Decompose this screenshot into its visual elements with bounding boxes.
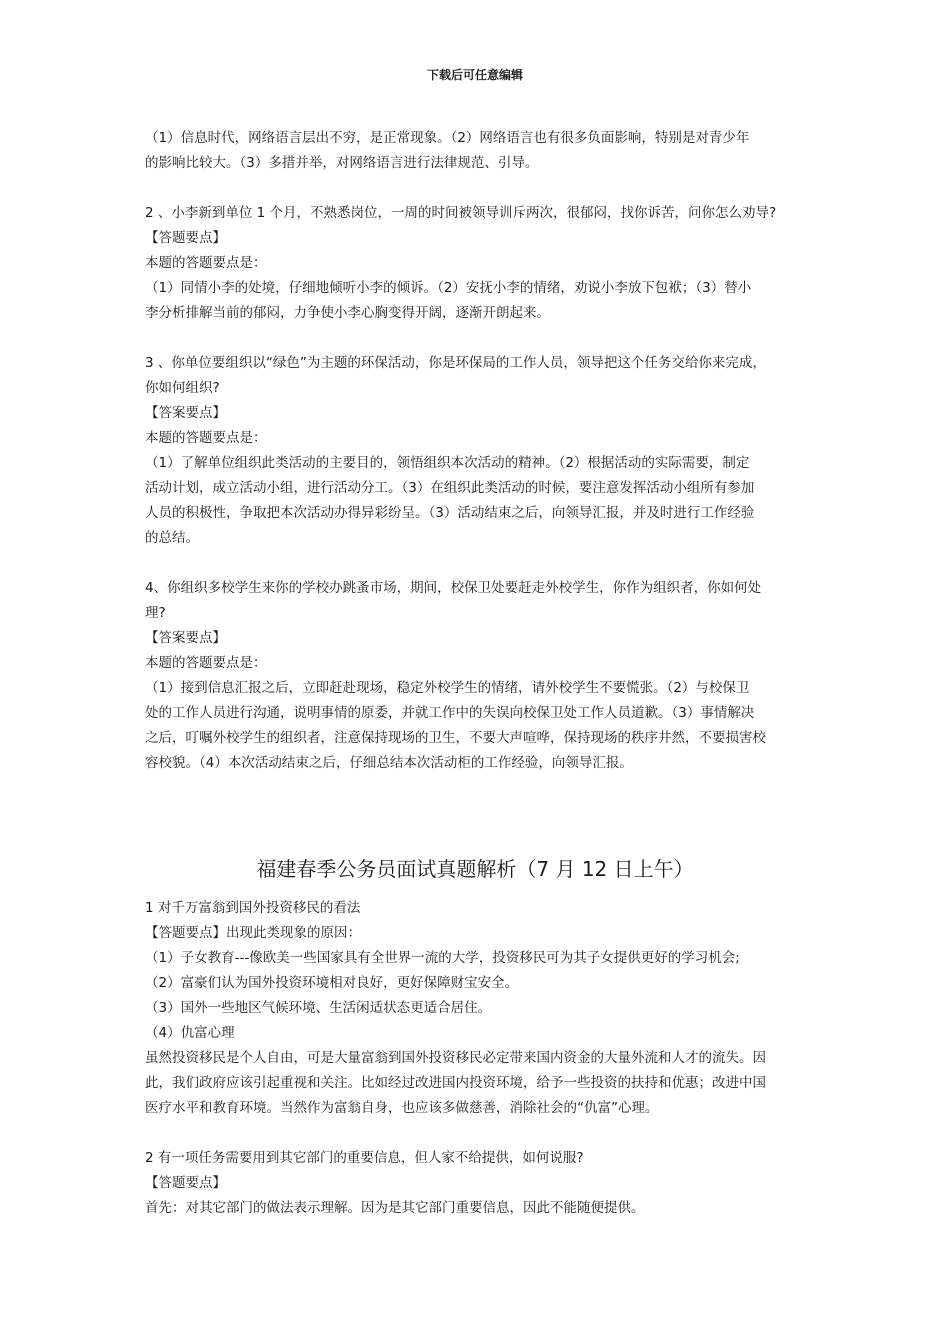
- q1-answer-line: 的影响比较大。（3）多措并举，对网络语言进行法律规范、引导。: [145, 155, 539, 171]
- q3-answer-line: 的总结。: [145, 530, 199, 546]
- s2-q2-first: 首先：对其它部门的做法表示理解。因为是其它部门重要信息，因此不能随便提供。: [145, 1200, 645, 1216]
- q1-answer-line: （1）信息时代，网络语言层出不穷，是正常现象。（2）网络语言也有很多负面影响，特别是对青少年: [145, 130, 750, 146]
- s2-q2-question: 2 有一项任务需要用到其它部门的重要信息，但人家不给提供，如何说服?: [145, 1150, 584, 1166]
- page-header: 下载后可任意编辑: [426, 68, 523, 82]
- s2-q1-point: （1）子女教育---像欧美一些国家具有全世界一流的大学，投资移民可为其子女提供更好的学习机会;: [145, 950, 740, 966]
- q2-question: 2 、小李新到单位 1 个月，不熟悉岗位，一周的时间被领导训斥两次，很郁闷，找你诉苦，问你怎么劝导?: [145, 205, 777, 221]
- s2-q2-tag: 【答题要点】: [145, 1175, 226, 1191]
- s2-q1-conclusion-line: 此，我们政府应该引起重视和关注。比如经过改进国内投资环境，给予一些投资的扶持和优惠；改进中国: [145, 1075, 766, 1091]
- q3-tag: 【答案要点】: [145, 405, 226, 421]
- s2-q1-conclusion-line: 虽然投资移民是个人自由，可是大量富翁到国外投资移民必定带来国内资金的大量外流和人才的流失。因: [145, 1050, 766, 1066]
- q3-question: 3 、你单位要组织以“绿色”为主题的环保活动，你是环保局的工作人员，领导把这个任务交给你来完成，: [145, 355, 766, 371]
- q3-intro: 本题的答题要点是：: [145, 430, 267, 446]
- q2-answer-line: （1）同情小李的处境，仔细地倾听小李的倾诉。（2）安抚小李的情绪，劝说小李放下包袱；（3）替小: [145, 280, 752, 296]
- q4-answer-line: 容校貌。（4）本次活动结束之后，仔细总结本次活动柜的工作经验，向领导汇报。: [145, 755, 633, 771]
- s2-q1-question: 1 对千万富翁到国外投资移民的看法: [145, 900, 361, 916]
- q4-answer-line: 之后，叮嘱外校学生的组织者，注意保持现场的卫生，不要大声喧哗，保持现场的秩序井然，不要损害校: [145, 730, 766, 746]
- section-2-title: 福建春季公务员面试真题解析（7 月 12 日上午）: [256, 857, 694, 881]
- q2-answer-line: 李分析排解当前的郁闷，力争使小李心胸变得开阔，逐渐开朗起来。: [145, 305, 550, 321]
- q4-answer-line: 处的工作人员进行沟通，说明事情的原委，并就工作中的失误向校保卫处工作人员道歉。（3）事情解决: [145, 705, 755, 721]
- q4-intro: 本题的答题要点是：: [145, 655, 267, 671]
- q3-answer-line: 人员的积极性，争取把本次活动办得异彩纷呈。（3）活动结束之后，向领导汇报，并及时进行工作经验: [145, 505, 755, 521]
- s2-q1-tag-line: 【答题要点】出现此类现象的原因：: [145, 925, 361, 941]
- q4-tag: 【答案要点】: [145, 630, 226, 646]
- s2-q1-point: （4）仇富心理: [145, 1025, 235, 1041]
- q4-answer-line: （1）接到信息汇报之后，立即赶赴现场，稳定外校学生的情绪，请外校学生不要慌张。（2）与校保卫: [145, 680, 750, 696]
- q3-answer-line: （1）了解单位组织此类活动的主要目的，领悟组织本次活动的精神。（2）根据活动的实际需要，制定: [145, 455, 750, 471]
- s2-q1-conclusion-line: 医疗水平和教育环境。当然作为富翁自身，也应该多做慈善，消除社会的“仇富”心理。: [145, 1100, 659, 1116]
- section-2: [145, 896, 825, 1221]
- s2-q1-point: （2）富豪们认为国外投资环境相对良好，更好保障财宝安全。: [145, 975, 519, 991]
- q3-question: 你如何组织?: [145, 380, 220, 396]
- q2-tag: 【答题要点】: [145, 230, 226, 246]
- q4-question: 4、你组织多校学生来你的学校办跳蚤市场，期间，校保卫处要赶走外校学生，你作为组织者，你如何处: [145, 580, 762, 596]
- q4-question: 理?: [145, 605, 166, 621]
- s2-q1-point: （3）国外一些地区气候环境、生活闲适状态更适合居住。: [145, 1000, 492, 1016]
- section-1: [145, 126, 825, 776]
- q3-answer-line: 活动计划，成立活动小组，进行活动分工。（3）在组织此类活动的时候，要注意发挥活动小组所有参加: [145, 480, 755, 496]
- q2-intro: 本题的答题要点是：: [145, 255, 267, 271]
